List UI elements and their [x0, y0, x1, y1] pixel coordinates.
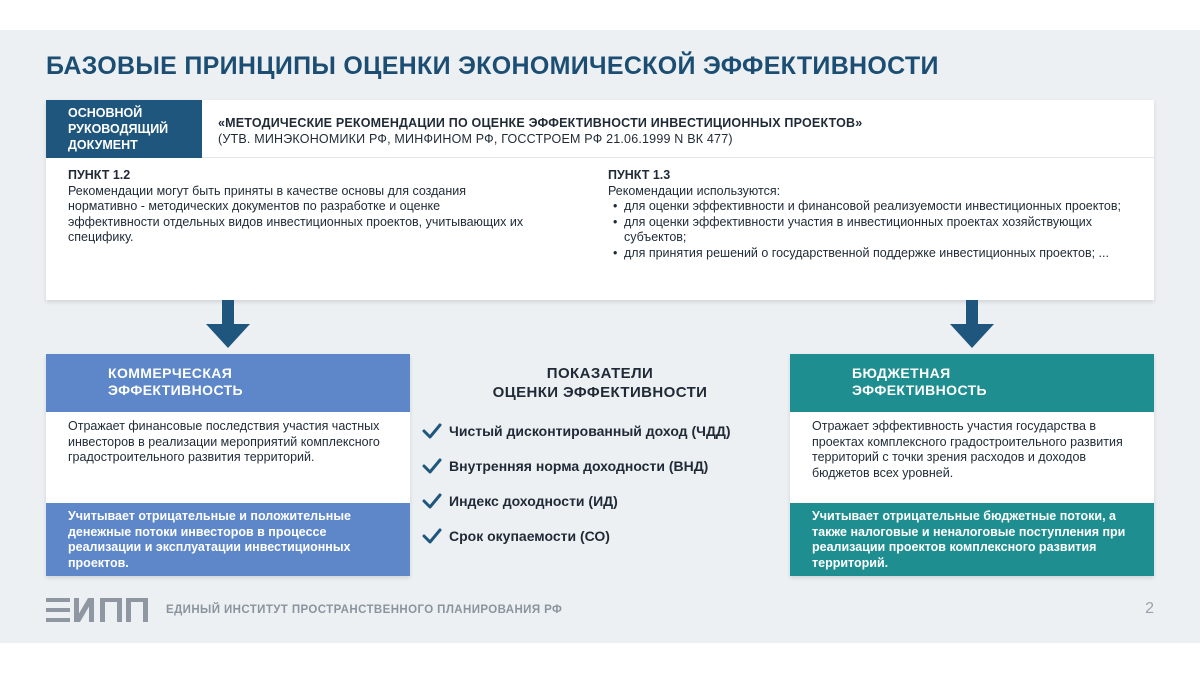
card-title [46, 354, 410, 412]
document-label [46, 100, 202, 158]
footer-organization: ЕДИНЫЙ ИНСТИТУТ ПРОСТРАНСТВЕННОГО ПЛАНИРОВАНИЯ РФ [166, 604, 563, 616]
point-intro: Рекомендации используются: [608, 183, 781, 198]
indicator-item [422, 457, 731, 492]
indicator-item [422, 527, 731, 562]
institute-logo [46, 598, 150, 622]
document-label-line: РУКОВОДЯЩИЙ [68, 122, 169, 136]
card-title-line: ЭФФЕКТИВНОСТЬ [108, 382, 244, 398]
point-1-2 [68, 168, 528, 246]
indicators-title-line: ПОКАЗАТЕЛИ [546, 365, 654, 382]
indicator-label: Чистый дисконтированный доход (ЧДД) [449, 423, 731, 439]
checkmark-icon [422, 493, 442, 509]
page-title: БАЗОВЫЕ ПРИНЦИПЫ ОЦЕНКИ ЭКОНОМИЧЕСКОЙ ЭФФЕКТИВНОСТИ [46, 52, 939, 80]
card-body: Отражает финансовые последствия участия частных инвесторов в реализации мероприятий комплексного градостроительного развития территорий. [46, 412, 410, 503]
card-footer: Учитывает отрицательные бюджетные потоки, а также налоговые и неналоговые поступления при реализации проектов комплексного развития территорий. [790, 503, 1154, 576]
indicator-item [422, 492, 731, 527]
slide [0, 30, 1200, 643]
card-body: Отражает эффективность участия государства в проектах комплексного градостроительного развития территорий с точки зрения расходов и доходов бюджетов всех уровней. [790, 412, 1154, 503]
document-panel [46, 100, 1154, 300]
indicator-label: Срок окупаемости (СО) [449, 528, 610, 544]
checkmark-icon [422, 458, 442, 474]
indicator-label: Индекс доходности (ИД) [449, 493, 618, 509]
document-title-box [202, 100, 1154, 158]
point-text: Рекомендации могут быть приняты в качестве основы для создания нормативно - методических документов по разработке и оценке эффективности отдельных видов инвестиционных проектов, учитывающих их специфику. [68, 183, 524, 244]
arrow-down-icon [206, 300, 250, 348]
point-list [608, 199, 1138, 261]
indicators-title-line: ОЦЕНКИ ЭФФЕКТИВНОСТИ [492, 384, 708, 401]
indicator-label: Внутренняя норма доходности (ВНД) [449, 458, 709, 474]
list-item: • для оценки эффективности участия в инвестиционных проектах хозяйствующих субъектов; [608, 215, 1138, 246]
page-number: 2 [1145, 600, 1154, 617]
budget-efficiency-card [790, 354, 1154, 576]
indicator-item [422, 422, 731, 457]
arrow-down-icon [950, 300, 994, 348]
footer [46, 598, 1154, 624]
card-title-line: БЮДЖЕТНАЯ [852, 365, 951, 381]
card-title-line: КОММЕРЧЕСКАЯ [108, 365, 233, 381]
document-label-line: ОСНОВНОЙ [68, 106, 143, 120]
list-item: • для оценки эффективности и финансовой реализуемости инвестиционных проектов; [608, 199, 1138, 215]
point-1-3 [608, 168, 1138, 261]
card-title [790, 354, 1154, 412]
list-item: • для принятия решений о государственной поддержке инвестиционных проектов; ... [608, 246, 1138, 262]
point-heading: ПУНКТ 1.2 [68, 168, 131, 182]
document-title: «МЕТОДИЧЕСКИЕ РЕКОМЕНДАЦИИ ПО ОЦЕНКЕ ЭФФЕКТИВНОСТИ ИНВЕСТИЦИОННЫХ ПРОЕКТОВ» [218, 116, 863, 130]
indicators-title [420, 364, 780, 402]
card-footer: Учитывает отрицательные и положительные денежные потоки инвесторов в процессе реализации и эксплуатации инвестиционных проектов. [46, 503, 410, 576]
checkmark-icon [422, 423, 442, 439]
point-heading: ПУНКТ 1.3 [608, 168, 671, 182]
indicators-list [422, 422, 731, 562]
card-title-line: ЭФФЕКТИВНОСТЬ [852, 382, 988, 398]
checkmark-icon [422, 528, 442, 544]
document-label-line: ДОКУМЕНТ [68, 138, 138, 152]
commercial-efficiency-card [46, 354, 410, 576]
document-subtitle: (УТВ. МИНЭКОНОМИКИ РФ, МИНФИНОМ РФ, ГОССТРОЕМ РФ 21.06.1999 N ВК 477) [218, 132, 733, 146]
